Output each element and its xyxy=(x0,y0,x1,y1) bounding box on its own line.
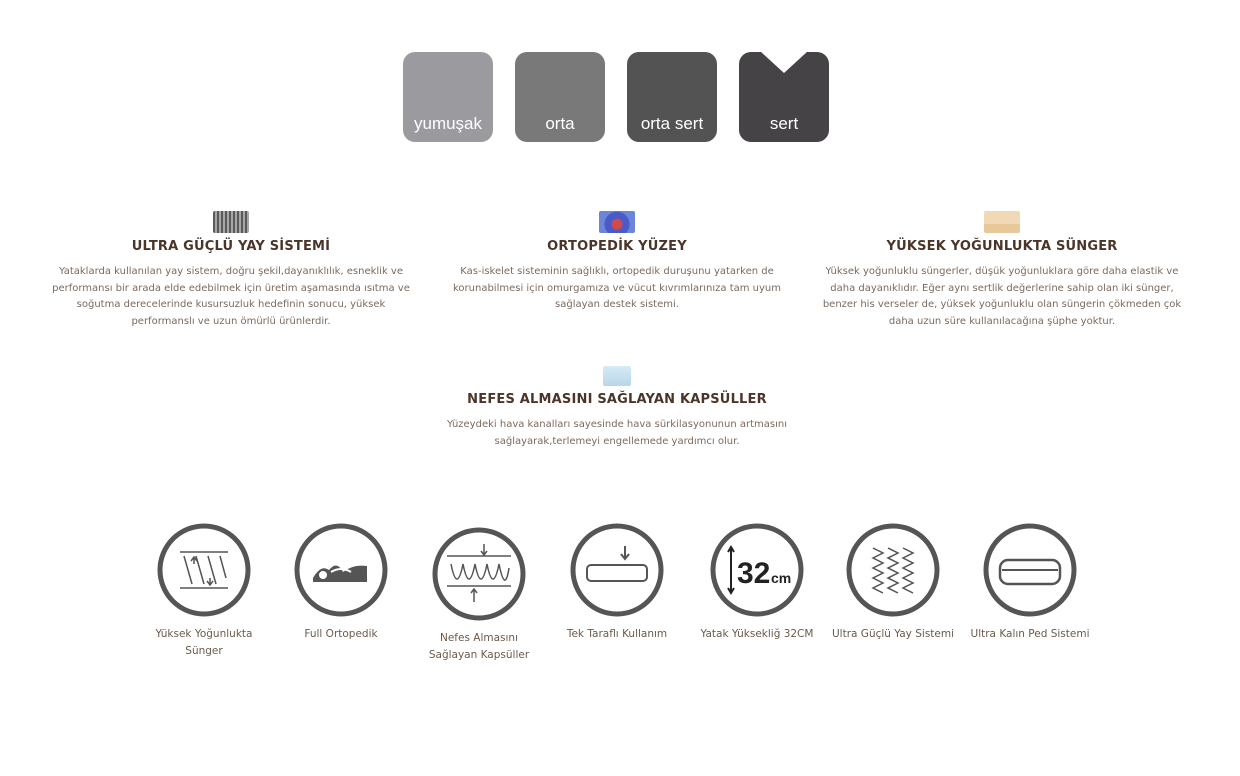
height-unit: cm xyxy=(771,570,792,586)
feature-high-density-foam xyxy=(820,211,1184,330)
icon-item-full-orthopedic xyxy=(285,520,397,643)
icon-caption: Yatak Yüksekliğ 32CM xyxy=(700,628,814,640)
icon-caption: Full Ortopedik xyxy=(304,628,378,640)
feature-description: Kas-iskelet sisteminin sağlıklı, ortopedik duruşunu yatarken de korunabilmesi için omurgamıza ve vücut kıvrımlarınıza tam uyum sağlayan destek sistemi. xyxy=(452,266,782,310)
feature-description: Yüzeydeki hava kanalları sayesinde hava sürkilasyonunun artmasını sağlayarak,terlemeyi engellemede yardımcı olur. xyxy=(446,419,787,447)
icon-caption: Nefes Almasını Sağlayan Kapsüller xyxy=(428,632,530,661)
full-orthopedic-icon xyxy=(291,520,391,620)
firmness-label: sert xyxy=(769,114,799,133)
icon-item-breathing-capsules xyxy=(423,524,535,663)
firmness-label: orta xyxy=(545,114,575,133)
selected-notch-marker xyxy=(760,52,808,73)
icon-caption: Yüksek Yoğunlukta Sünger xyxy=(155,628,253,657)
breathing-capsules-icon xyxy=(429,524,529,624)
firmness-tile-medium[interactable] xyxy=(515,52,605,142)
ultra-thick-pad-icon xyxy=(980,520,1080,620)
feature-title: NEFES ALMASINI SAĞLAYAN KAPSÜLLER xyxy=(467,392,767,407)
orthopedic-surface-image xyxy=(599,211,635,233)
feature-orthopedic-surface xyxy=(437,211,797,314)
height-number: 32 xyxy=(737,557,771,590)
icon-caption: Tek Taraflı Kullanım xyxy=(566,628,668,640)
high-density-foam-icon xyxy=(154,520,254,620)
icon-item-mattress-height xyxy=(698,520,816,643)
feature-description: Yüksek yoğunluklu süngerler, düşük yoğunluklara göre daha elastik ve daha dayanıklıdır. Eğer aynı sertlik değerlerine sahip olan iki sünger, benzer his verseler de, yüksek yoğunluklu olan süngerin çökmeden çok daha uzun süre kullanılacağına şüphe yoktur. xyxy=(822,266,1182,327)
icon-item-spring-system xyxy=(832,520,954,643)
firmness-scale xyxy=(403,52,833,144)
feature-description: Yataklarda kullanılan yay sistem, doğru şekil,dayanıklılık, esneklik ve performansı bir arada elde edebilmek için üretim aşamasında ısıtma ve soğutma derecelerinde kusursuzluk hedefinin sonucu, yüksek performanslı ve uzun ömürlü ürünlerdir. xyxy=(52,266,410,327)
breathing-capsules-image xyxy=(603,366,631,386)
feature-title: ULTRA GÜÇLÜ YAY SİSTEMİ xyxy=(131,239,331,254)
mattress-height-icon xyxy=(707,520,807,620)
feature-title: ORTOPEDİK YÜZEY xyxy=(547,239,687,254)
icon-caption: Ultra Güçlü Yay Sistemi xyxy=(832,628,955,640)
firmness-tile-soft[interactable] xyxy=(403,52,493,142)
feature-title: YÜKSEK YOĞUNLUKTA SÜNGER xyxy=(886,239,1118,254)
firmness-label: yumuşak xyxy=(413,114,483,133)
icon-item-single-sided xyxy=(561,520,673,643)
icon-item-high-density-foam xyxy=(148,520,260,659)
firmness-label: orta sert xyxy=(640,114,704,133)
high-density-foam-image xyxy=(984,211,1020,233)
firmness-tile-firm[interactable] xyxy=(739,52,829,142)
feature-breathing-capsules xyxy=(434,366,800,450)
single-sided-use-icon xyxy=(567,520,667,620)
ultra-strong-spring-icon xyxy=(843,520,943,620)
feature-spring-system xyxy=(50,211,412,330)
icon-item-thick-pad xyxy=(970,520,1090,643)
icon-caption: Ultra Kalın Ped Sistemi xyxy=(970,628,1090,640)
firmness-tile-medium-firm[interactable] xyxy=(627,52,717,142)
spring-system-image xyxy=(213,211,249,233)
feature-icon-row xyxy=(0,518,1240,678)
